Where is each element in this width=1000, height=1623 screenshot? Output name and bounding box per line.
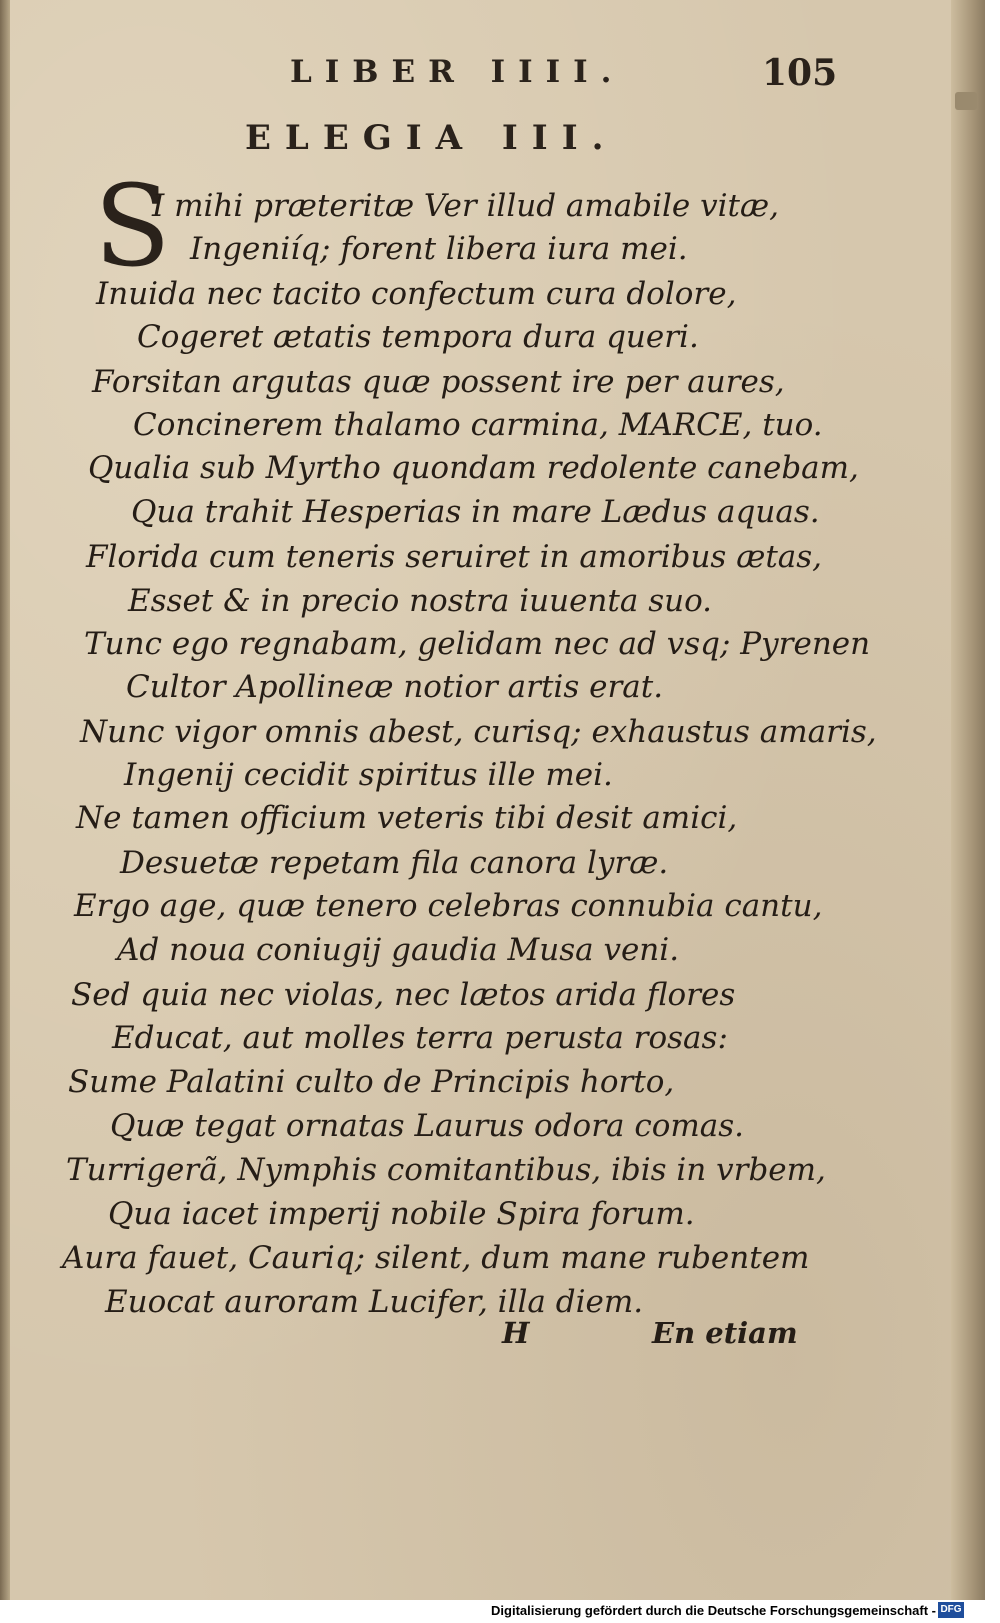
verse-line: Desuetæ repetam fila canora lyræ. bbox=[120, 845, 669, 881]
verse-line: Ne tamen officium veteris tibi desit amici, bbox=[76, 800, 738, 836]
page-number: 105 bbox=[762, 52, 838, 94]
verse-line: Euocat auroram Lucifer, illa diem. bbox=[105, 1284, 644, 1320]
verse-line: Florida cum teneris seruiret in amoribus ætas, bbox=[86, 539, 823, 575]
verse-line: Qua iacet imperij nobile Spira forum. bbox=[108, 1196, 695, 1232]
verse-line: Ingenij cecidit spiritus ille mei. bbox=[124, 757, 613, 793]
verse-line: Ad noua coniugij gaudia Musa veni. bbox=[117, 932, 680, 968]
verse-line: Esset & in precio nostra iuuenta suo. bbox=[128, 583, 713, 619]
verse-line: I mihi præteritæ Ver illud amabile vitæ, bbox=[152, 188, 780, 224]
drop-cap: S bbox=[94, 162, 171, 292]
verse-line: Ergo age, quæ tenero celebras connubia cantu, bbox=[74, 888, 823, 924]
signature-mark: H bbox=[502, 1316, 530, 1350]
verse-line: Inuida nec tacito confectum cura dolore, bbox=[96, 276, 737, 312]
verse-line: Quæ tegat ornatas Laurus odora comas. bbox=[110, 1108, 745, 1144]
elegy-heading: ELEGIA III. bbox=[245, 118, 618, 158]
verse-line: Sed quia nec violas, nec lætos arida flores bbox=[71, 977, 736, 1013]
dfg-logo: DFG bbox=[938, 1602, 964, 1618]
verse-line: Cogeret ætatis tempora dura queri. bbox=[137, 319, 699, 355]
running-title: LIBER IIII. bbox=[290, 54, 625, 90]
verse-line: Concinerem thalamo carmina, MARCE, tuo. bbox=[133, 407, 823, 443]
verse-line: Qualia sub Myrtho quondam redolente canebam, bbox=[88, 450, 859, 486]
verse-line: Turrigerã, Nymphis comitantibus, ibis in vrbem, bbox=[66, 1152, 826, 1188]
verse-line: Nunc vigor omnis abest, curisq; exhaustus amaris, bbox=[80, 714, 877, 750]
verse-line: Aura fauet, Cauriq; silent, dum mane rubentem bbox=[62, 1240, 810, 1276]
verse-line: Cultor Apollineæ notior artis erat. bbox=[126, 669, 664, 705]
digitization-footer bbox=[0, 1600, 1000, 1623]
funding-notice: Digitalisierung gefördert durch die Deutsche Forschungsgemeinschaft - bbox=[491, 1603, 936, 1618]
verse-line: Ingeniíq; forent libera iura mei. bbox=[190, 231, 688, 267]
verse-line: Sume Palatini culto de Principis horto, bbox=[68, 1064, 675, 1100]
verse-line: Tunc ego regnabam, gelidam nec ad vsq; Pyrenen bbox=[84, 626, 871, 662]
verse-line: Educat, aut molles terra perusta rosas: bbox=[112, 1020, 728, 1056]
verse-line: Forsitan argutas quæ possent ire per aures, bbox=[92, 364, 785, 400]
verse-line: Qua trahit Hesperias in mare Lædus aquas. bbox=[131, 494, 820, 530]
catchword: En etiam bbox=[652, 1316, 798, 1350]
